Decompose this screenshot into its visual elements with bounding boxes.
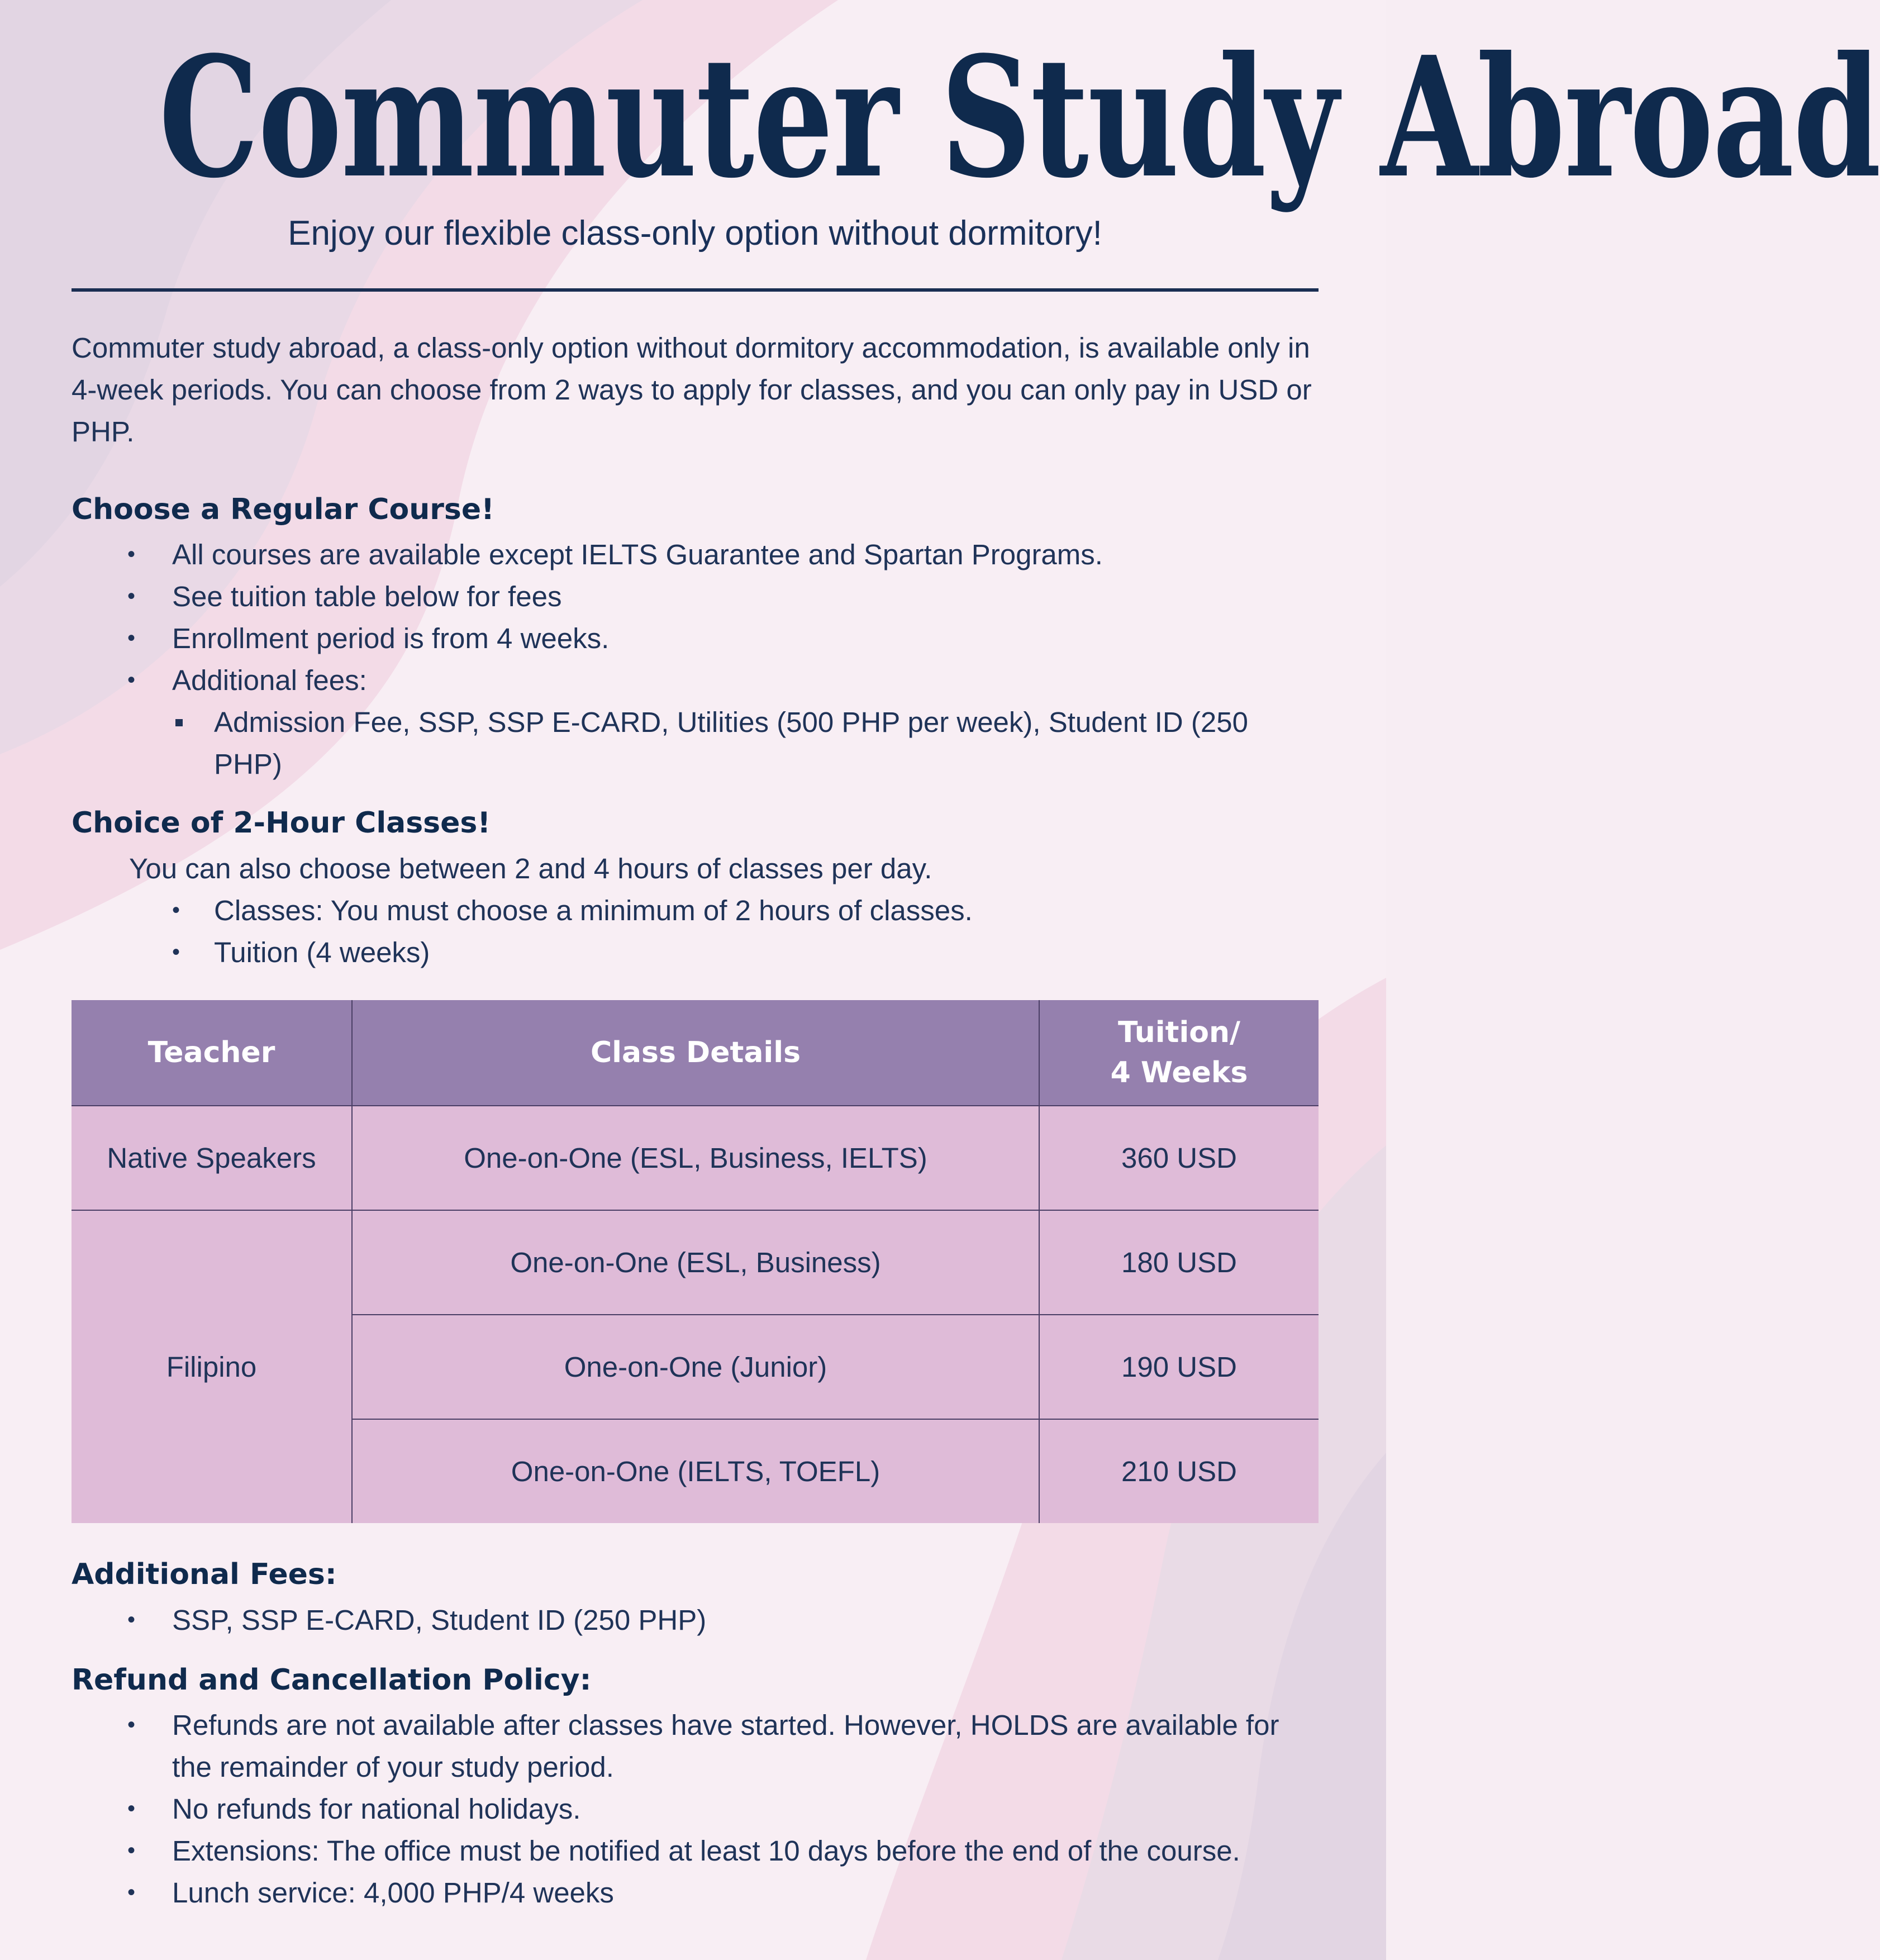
list-item: Refunds are not available after classes have started. However, HOLDS are available for the remainder of your study period. [172, 1709, 1279, 1783]
list-item: Classes: You must choose a minimum of 2 hours of classes. [214, 895, 973, 926]
tuition-cell: 180 USD [1039, 1210, 1319, 1315]
list-item: Additional fees: [172, 664, 367, 696]
bullet-icon: • [172, 898, 180, 922]
teacher-cell: Native Speakers [72, 1106, 352, 1210]
header-tuition-line1: Tuition/ [1117, 1016, 1241, 1049]
tuition-table [72, 1000, 1319, 1523]
tuition-cell: 210 USD [1039, 1419, 1319, 1523]
bullet-icon: • [127, 1796, 136, 1821]
list-item: Tuition (4 weeks) [214, 936, 430, 968]
regular-course-heading: Choose a Regular Course! [72, 493, 494, 526]
bullet-icon: • [127, 1838, 136, 1863]
header-teacher: Teacher [72, 1000, 352, 1106]
page-title: Commuter Study Abroad [159, 20, 1880, 215]
tuition-cell: 190 USD [1039, 1315, 1319, 1419]
class-details-cell: One-on-One (ESL, Business) [352, 1210, 1039, 1315]
page-subtitle: Enjoy our flexible class-only option without dormitory! [288, 214, 1102, 253]
bullet-icon: • [172, 940, 180, 964]
class-details-cell: One-on-One (IELTS, TOEFL) [352, 1419, 1039, 1523]
intro-paragraph: Commuter study abroad, a class-only option without dormitory accommodation, is available only in 4-week periods. You can choose from 2 ways to apply for classes, and you can only pay in USD or PHP. [72, 332, 1312, 448]
two-hour-heading: Choice of 2-Hour Classes! [72, 806, 491, 840]
bullet-icon: • [127, 584, 136, 608]
table-header-row [72, 1000, 1319, 1106]
list-item: Lunch service: 4,000 PHP/4 weeks [172, 1877, 614, 1909]
tuition-cell: 360 USD [1039, 1106, 1319, 1210]
bullet-icon: • [127, 626, 136, 650]
table-row [72, 1106, 1319, 1210]
additional-fees-heading: Additional Fees: [72, 1558, 337, 1591]
bullet-icon: • [127, 1880, 136, 1905]
list-item: All courses are available except IELTS Guarantee and Spartan Programs. [172, 539, 1103, 570]
list-item: SSP, SSP E-CARD, Student ID (250 PHP) [172, 1604, 707, 1636]
bullet-icon: • [127, 1607, 136, 1632]
sub-list-item: Admission Fee, SSP, SSP E-CARD, Utilities (500 PHP per week), Student ID (250 PHP) [214, 706, 1248, 780]
header-class-details: Class Details [352, 1000, 1039, 1106]
teacher-cell: Filipino [72, 1210, 352, 1523]
list-item: No refunds for national holidays. [172, 1793, 581, 1825]
title-divider [72, 288, 1319, 292]
header-tuition [1039, 1000, 1319, 1106]
refund-heading: Refund and Cancellation Policy: [72, 1663, 592, 1697]
square-bullet-icon [175, 719, 183, 726]
list-item: See tuition table below for fees [172, 581, 562, 612]
header-tuition-line2: 4 Weeks [1110, 1056, 1248, 1090]
bullet-icon: • [127, 542, 136, 567]
class-details-cell: One-on-One (ESL, Business, IELTS) [352, 1106, 1039, 1210]
table-row [72, 1210, 1319, 1315]
two-hour-text: You can also choose between 2 and 4 hours of classes per day. [129, 853, 932, 884]
class-details-cell: One-on-One (Junior) [352, 1315, 1039, 1419]
bullet-icon: • [127, 668, 136, 692]
bullet-icon: • [127, 1712, 136, 1737]
list-item: Extensions: The office must be notified at least 10 days before the end of the course. [172, 1835, 1240, 1867]
list-item: Enrollment period is from 4 weeks. [172, 622, 610, 654]
